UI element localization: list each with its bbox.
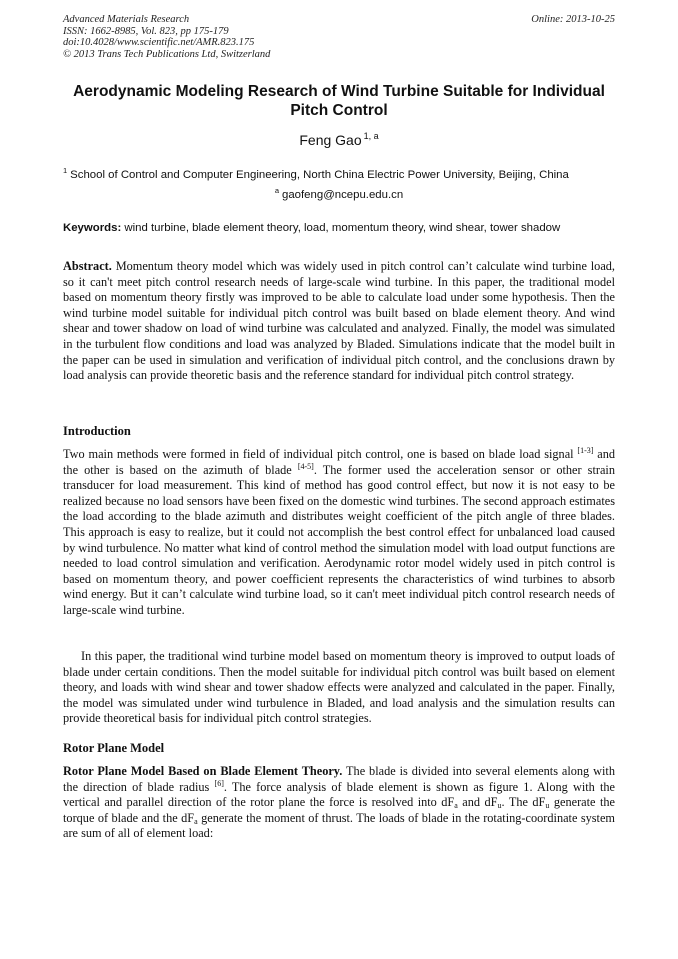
- author-superscript: 1, a: [363, 131, 379, 141]
- rotor-text-part: The blade is divided into several elements along with the direction of blade radius: [63, 764, 615, 794]
- subscript: a: [454, 801, 458, 811]
- rotor-text-part: . The force analysis of blade element is shown as figure 1. Along with the vertical and parallel direction of the rotor plane the force is resolved into dF: [63, 779, 616, 810]
- intro-text-part: . The former used the acceleration sensor or other strain transducer for load measurement. This kind of method has good control effect, but now it is not easy to be realized because no load sensors have been fixed on the domestic wind turbines. The second approach estimates the load according to the blade azimuth and distributes weight coefficient of the pitch angle of three blades. This approach is easy to realize, but it could not accomplish the best control effect for unbalanced load caused by wind turbulence. No matter what kind of control method the simulation model with load output functions are needed to load control simulation and verification. Aerodynamic rotor model widely used in pitch control is based on momentum theory, and power coefficient represents the characteristics of wind turbines to absorb wind energy. But it can’t calculate wind turbine load, so it can't meet individual pitch control research needs of large-scale wind turbine.: [63, 462, 615, 617]
- online-date: Online: 2013-10-25: [531, 14, 615, 25]
- email-superscript: a: [274, 186, 280, 195]
- citation-ref: [1-3]: [577, 446, 594, 455]
- rotor-text-part: and dF: [457, 795, 498, 810]
- abstract: [63, 259, 615, 384]
- paper-title: Aerodynamic Modeling Research of Wind Turbine Suitable for Individual Pitch Control: [73, 83, 605, 119]
- rotor-text-part: generate the torque of blade and the dF: [63, 795, 615, 825]
- introduction-paragraph-2: In this paper, the traditional wind turbine model based on momentum theory is improved to output loads of blade under certain conditions. Then the model suitable for individual pitch control was built based on element theory, and loads with wind shear and tower shadow effects were analyzed and calculated in the paper. Finally, the model was simulated under wind turbulence in Bladed, and load analysis and the simulation results can provide theoretical basis for individual pitch control strategies.: [63, 649, 615, 726]
- abstract-text: Momentum theory model which was widely used in pitch control can’t calculate wind turbine load, so it can't meet pitch control research needs of large-scale wind turbine. In this paper, the traditional model based on momentum theory firstly was improved to be able to calculate load under some hypothesis. Then the wind turbine model suitable for individual pitch control was built based on blade element theory. And wind shear and tower shadow on load of wind turbine was calculated and analyzed. Finally, the model was simulated in the turbulent flow conditions and load was analyzed by Bladed. Simulations indicate that the model built in the paper can be used in simulation and verification of individual pitch control, and the conclusions drawn by load analysis can provide theoretic basis and the reference standard for individual pitch control strategy.: [63, 259, 616, 383]
- journal-copyright: © 2013 Trans Tech Publications Ltd, Switzerland: [63, 48, 271, 60]
- rotor-subheading: Rotor Plane Model Based on Blade Element Theory.: [63, 764, 343, 778]
- journal-name: Advanced Materials Research: [63, 14, 190, 25]
- introduction-paragraph-1: [63, 447, 615, 619]
- rotor-text-part: generate the moment of thrust. The loads of blade in the rotating-coordinate system are sum of all of element load:: [63, 810, 615, 841]
- keywords-text: wind turbine, blade element theory, load, momentum theory, wind shear, tower shadow: [124, 222, 561, 234]
- keywords: [63, 222, 623, 234]
- rotor-plane-heading: Rotor Plane Model: [63, 741, 165, 755]
- subscript: u: [545, 801, 550, 811]
- journal-issn: ISSN: 1662-8985, Vol. 823, pp 175-179: [63, 25, 229, 37]
- author-line: [63, 131, 615, 148]
- affiliation: [63, 164, 623, 182]
- rotor-plane-paragraph: [63, 764, 615, 842]
- affiliation-superscript: 1: [63, 166, 68, 175]
- introduction-heading: Introduction: [63, 424, 131, 438]
- citation-ref: [6]: [214, 778, 224, 788]
- citation-ref: [4-5]: [297, 461, 314, 471]
- abstract-label: Abstract.: [63, 259, 112, 273]
- author-email: gaofeng@ncepu.edu.cn: [282, 189, 404, 201]
- intro-text-part: and the other is based on the azimuth of blade: [63, 447, 616, 477]
- intro-text-part: Two main methods were formed in field of individual pitch control, one is based on blade load signal: [63, 447, 574, 461]
- keywords-label: Keywords:: [63, 222, 122, 234]
- subscript: u: [497, 801, 502, 811]
- rotor-text-part: . The dF: [501, 795, 546, 810]
- subscript: a: [194, 816, 198, 826]
- author-name: Feng Gao: [299, 132, 362, 148]
- journal-header: [63, 14, 270, 60]
- author-email-line: [63, 186, 615, 201]
- affiliation-text: School of Control and Computer Engineering, North China Electric Power University, Beijing, China: [70, 169, 569, 181]
- journal-doi: doi:10.4028/www.scientific.net/AMR.823.175: [63, 37, 255, 48]
